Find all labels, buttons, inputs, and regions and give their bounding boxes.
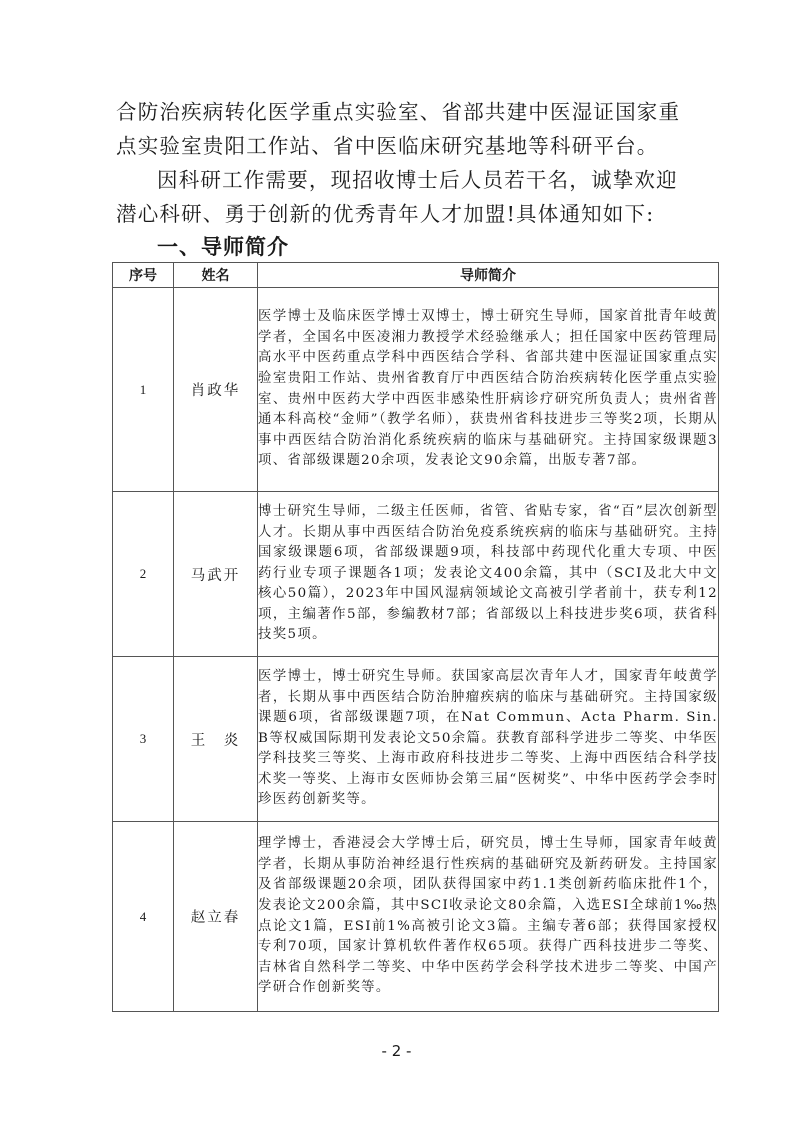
header-name: 姓名 [174, 263, 258, 288]
mentor-table [112, 262, 719, 1012]
row-number: 1 [113, 288, 174, 492]
paragraph-recruitment-intro: 因科研工作需要，现招收博士后人员若干名，诚挚欢迎潜心科研、勇于创新的优秀青年人才加盟!具体通知如下: [116, 168, 678, 226]
mentor-name: 王 炎 [174, 657, 258, 822]
header-bio: 导师简介 [258, 263, 719, 288]
table-row [113, 657, 719, 822]
page-number: - 2 - [381, 1042, 412, 1060]
header-number: 序号 [113, 263, 174, 288]
mentor-name: 赵立春 [174, 822, 258, 1012]
mentor-bio: 理学博士，香港浸会大学博士后，研究员，博士生导师，国家青年岐黄学者，长期从事防治神经退行性疾病的基础研究及新药研发。主持国家及省部级课题20余项，团队获得国家中药1.1类创新药临床批件1个，发表论文200余篇，其中SCI收录论文80余篇，入选ESI全球前1‰热点论文1篇，ESI前1%高被引论文3篇。主编专著6部；获得国家授权专利70项，国家计算机软件著作权65项。获得广西科技进步二等奖、吉林省自然科学二等奖、中华中医药学会科学技术进步二等奖、中国产学研合作创新奖等。 [258, 822, 719, 1012]
section-heading-mentor-intro: 一、导师简介 [157, 235, 289, 259]
mentor-bio: 医学博士，博士研究生导师。获国家高层次青年人才，国家青年岐黄学者，长期从事中西医结合防治肿瘤疾病的临床与基础研究。主持国家级课题6项，省部级课题7项，在Nat Commun、Acta Pharm. Sin. B等权威国际期刊发表论文50余篇。获教育部科学进步二等奖、中华医学科技奖三等奖、上海市政府科技进步二等奖、上海中西医结合科学技术奖一等奖、上海市女医师协会第三届“医树奖”、中华中医药学会李时珍医药创新奖等。 [258, 657, 719, 822]
row-number: 4 [113, 822, 174, 1012]
table-row [113, 822, 719, 1012]
table-row [113, 492, 719, 657]
table-header-row [113, 263, 719, 288]
mentor-bio: 博士研究生导师，二级主任医师，省管、省贴专家，省“百”层次创新型人才。长期从事中西医结合防治免疫系统疾病的临床与基础研究。主持国家级课题6项，省部级课题9项，科技部中药现代化重大专项、中医药行业专项子课题各1项；发表论文400余篇，其中（SCI及北大中文核心50篇），2023年中国风湿病领域论文高被引学者前十，获专利12项，主编著作5部，参编教材7部；省部级以上科技进步奖6项，获省科技奖5项。 [258, 492, 719, 657]
row-number: 3 [113, 657, 174, 822]
paragraph-continuation: 合防治疾病转化医学重点实验室、省部共建中医湿证国家重点实验室贵阳工作站、省中医临床研究基地等科研平台。 [116, 100, 681, 158]
mentor-bio: 医学博士及临床医学博士双博士，博士研究生导师，国家首批青年岐黄学者，全国名中医凌湘力教授学术经验继承人；担任国家中医药管理局高水平中医药重点学科中西医结合学科、省部共建中医湿证国家重点实验室贵阳工作站、贵州省教育厅中西医结合防治疾病转化医学重点实验室、贵州中医药大学中西医非感染性肝病诊疗研究所负责人；贵州省普通本科高校“金师”（教学名师），获贵州省科技进步三等奖2项，长期从事中西医结合防治消化系统疾病的临床与基础研究。主持国家级课题3项、省部级课题20余项，发表论文90余篇，出版专著7部。 [258, 288, 719, 492]
mentor-name: 肖政华 [174, 288, 258, 492]
table-row [113, 288, 719, 492]
row-number: 2 [113, 492, 174, 657]
mentor-name: 马武开 [174, 492, 258, 657]
